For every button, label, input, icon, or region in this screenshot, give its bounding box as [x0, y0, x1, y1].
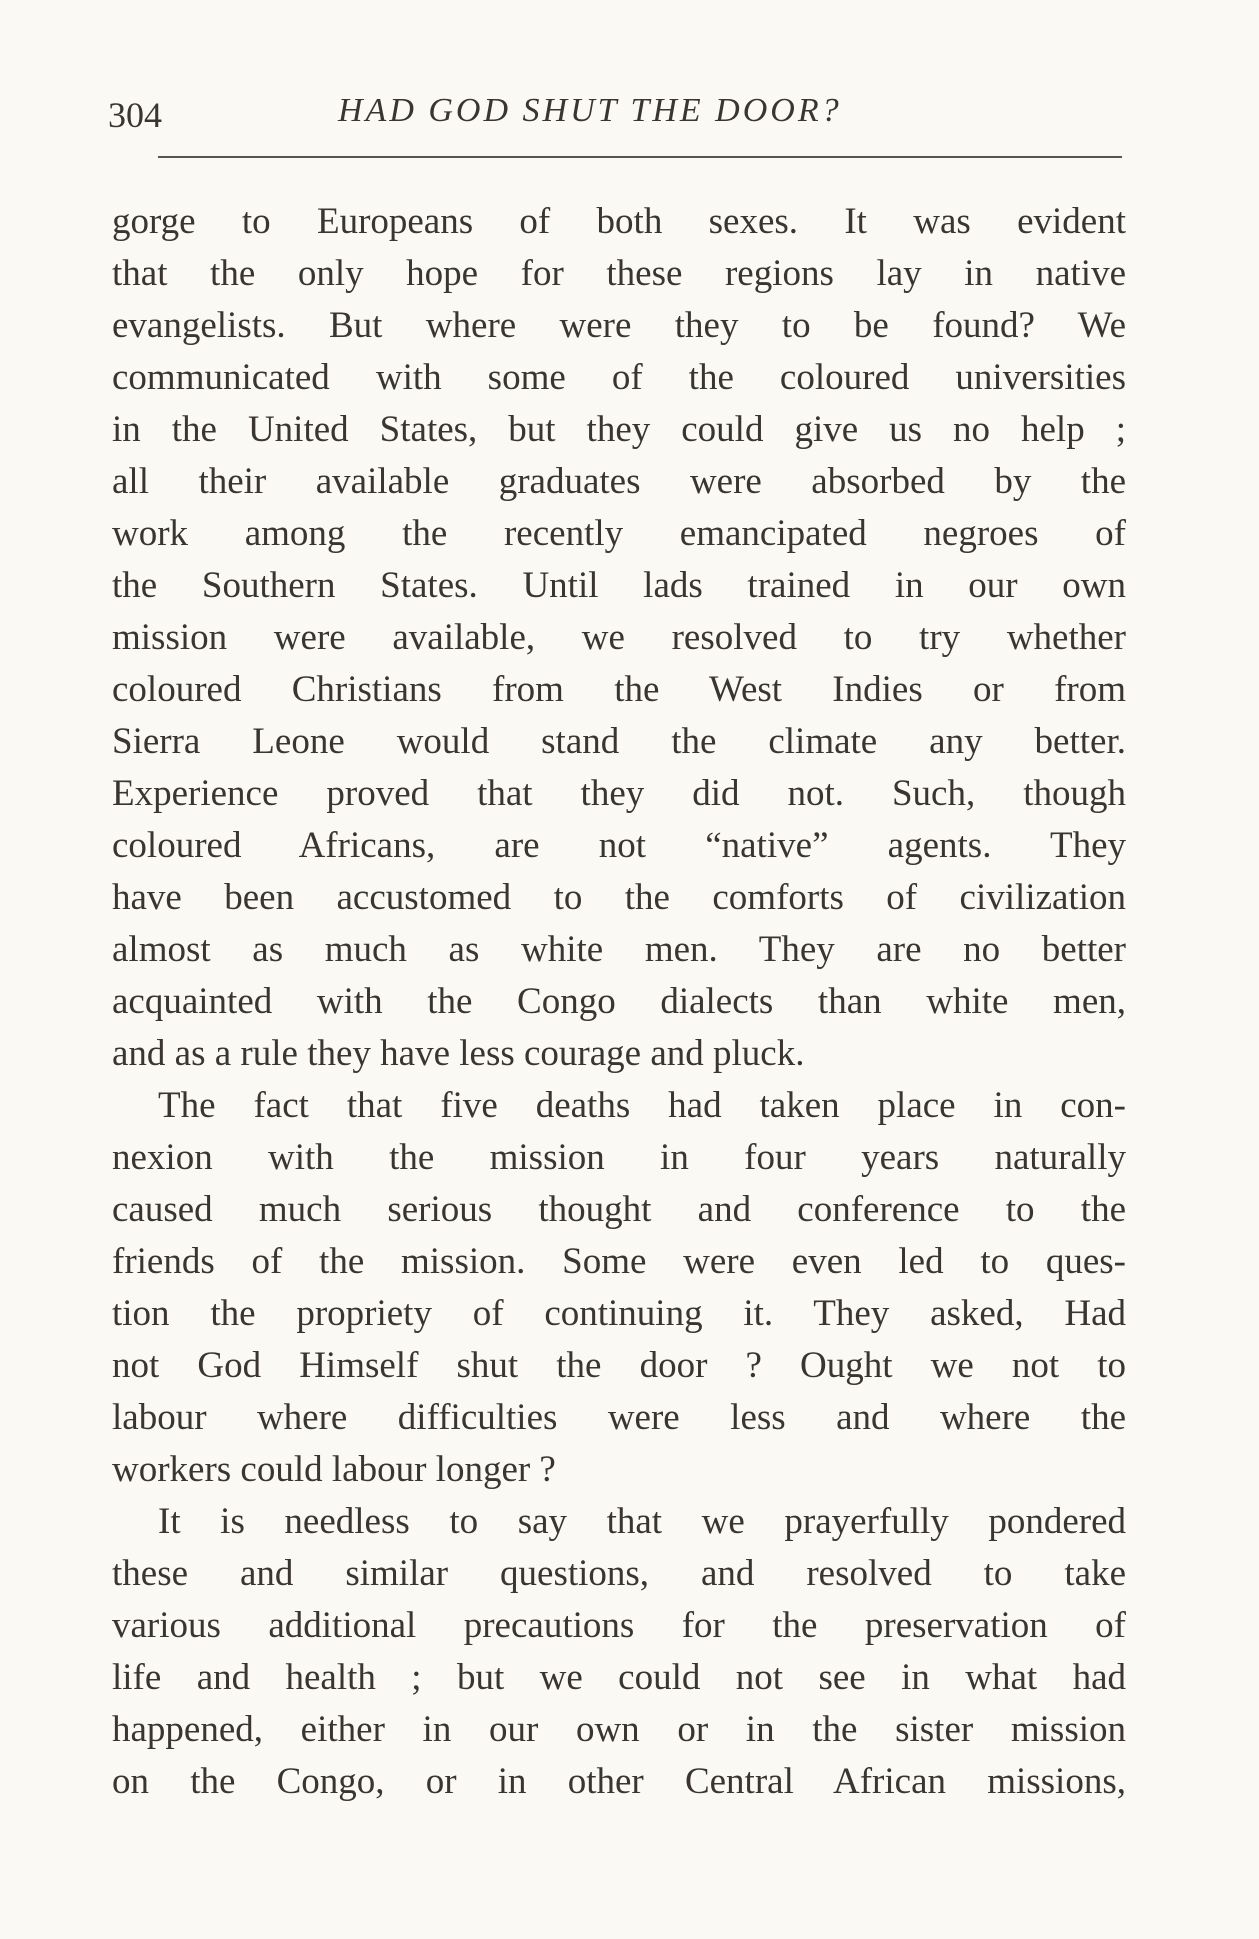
- text-line: happened, either in our own or in the sister mission: [112, 1709, 1126, 1750]
- text-line: It is needless to say that we prayerfully pondered: [158, 1501, 1126, 1542]
- text-line: on the Congo, or in other Central African missions,: [112, 1761, 1126, 1802]
- text-line: coloured Africans, are not “native” agents. They: [112, 825, 1126, 866]
- text-line: friends of the mission. Some were even led to ques-: [112, 1241, 1126, 1282]
- page-number: 304: [108, 95, 162, 135]
- text-line: almost as much as white men. They are no better: [112, 929, 1126, 970]
- text-line: the Southern States. Until lads trained in our own: [112, 565, 1126, 606]
- text-line: acquainted with the Congo dialects than white men,: [112, 981, 1126, 1022]
- paragraph-1: [112, 196, 1126, 1080]
- text-line: workers could labour longer ?: [112, 1449, 556, 1490]
- text-line: Experience proved that they did not. Such, though: [112, 773, 1126, 814]
- text-line: all their available graduates were absorbed by the: [112, 461, 1126, 502]
- paragraph-3: [112, 1496, 1126, 1808]
- header-rule: [158, 156, 1122, 158]
- body-text: [112, 196, 1126, 1808]
- text-line: The fact that five deaths had taken place in con-: [158, 1085, 1126, 1126]
- text-line: work among the recently emancipated negroes of: [112, 513, 1126, 554]
- text-line: labour where difficulties were less and where the: [112, 1397, 1126, 1438]
- text-line: nexion with the mission in four years naturally: [112, 1137, 1126, 1178]
- running-title: HAD GOD SHUT THE DOOR?: [338, 92, 842, 129]
- text-line: Sierra Leone would stand the climate any better.: [112, 721, 1126, 762]
- text-line: mission were available, we resolved to try whether: [112, 617, 1126, 658]
- text-line: that the only hope for these regions lay in native: [112, 253, 1126, 294]
- text-line: not God Himself shut the door ? Ought we not to: [112, 1345, 1126, 1386]
- text-line: gorge to Europeans of both sexes. It was evident: [112, 201, 1126, 242]
- text-line: coloured Christians from the West Indies or from: [112, 669, 1126, 710]
- page-header: [108, 92, 1122, 142]
- text-line: these and similar questions, and resolved to take: [112, 1553, 1126, 1594]
- paragraph-2: [112, 1080, 1126, 1496]
- text-line: various additional precautions for the preservation of: [112, 1605, 1126, 1646]
- text-line: communicated with some of the coloured universities: [112, 357, 1126, 398]
- text-line: caused much serious thought and conference to the: [112, 1189, 1126, 1230]
- text-line: have been accustomed to the comforts of civilization: [112, 877, 1126, 918]
- text-line: evangelists. But where were they to be found? We: [112, 305, 1126, 346]
- text-line: in the United States, but they could give us no help ;: [112, 409, 1126, 450]
- text-line: and as a rule they have less courage and pluck.: [112, 1033, 805, 1074]
- text-line: life and health ; but we could not see in what had: [112, 1657, 1126, 1698]
- text-line: tion the propriety of continuing it. They asked, Had: [112, 1293, 1126, 1334]
